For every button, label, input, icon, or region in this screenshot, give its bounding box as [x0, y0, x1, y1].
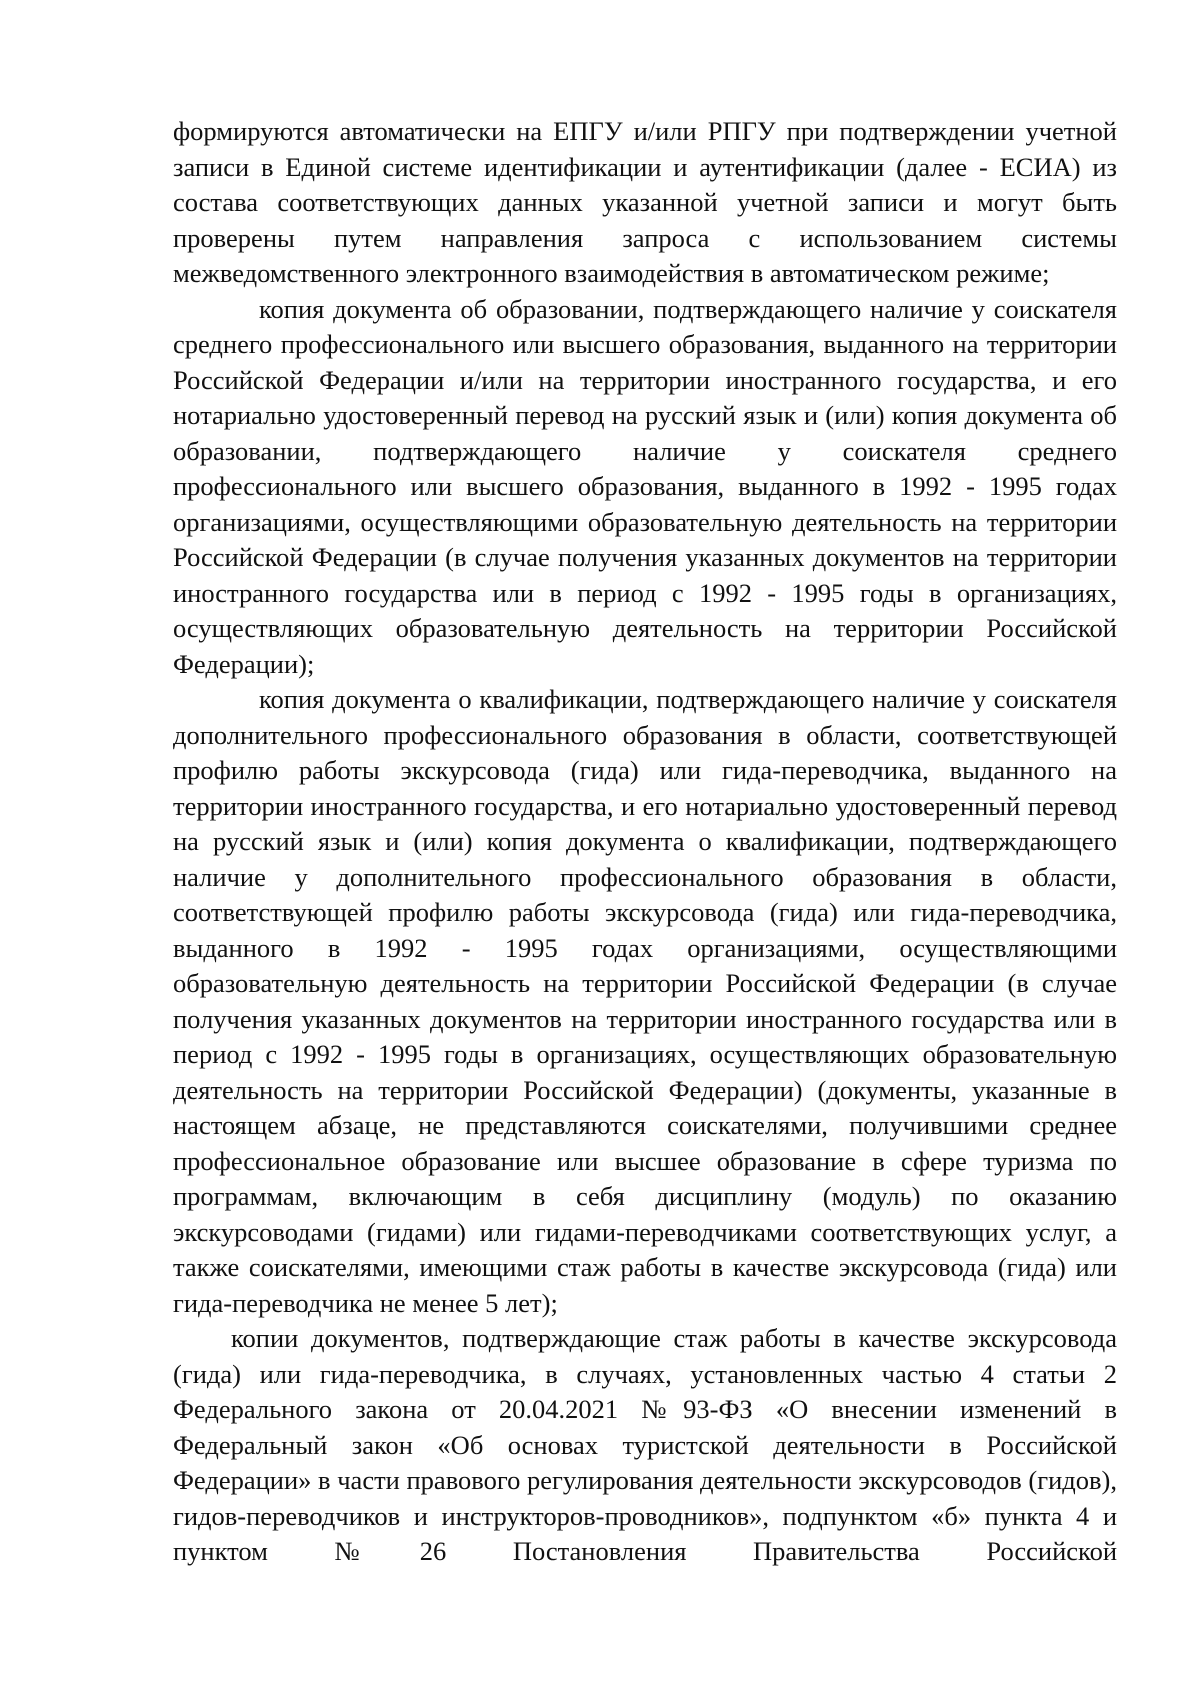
paragraph-work-experience-documents: копии документов, подтверждающие стаж работы в качестве экскурсовода (гида) или гида-переводчика, в случаях, установленных частью 4 статьи 2 Федерального закона от 20.04.2021 №93-ФЗ «О внесении изменений в Федеральный закон «Об основах туристской деятельности в Российской Федерации» в части правового регулирования деятельности экскурсоводов (гидов), гидов-переводчиков и инструкторов-проводников», подпунктом «б» пункта 4 и пунктом №26 Постановления Правительства Российской: [173, 1323, 1117, 1566]
paragraph-qualification-document: копия документа о квалификации, подтверждающего наличие у соискателя дополнительного профессионального образования в области, соответствующей профилю работы экскурсовода (гида) или гида-переводчика, выданного на территории иностранного государства, и его нотариально удостоверенный перевод на русский язык и (или) копия документа о квалификации, подтверждающего наличие у дополнительного профессионального образования в области, соответствующей профилю работы экскурсовода (гида) или гида-переводчика, выданного в 1992 - 1995 годах организациями, осуществляющими образовательную деятельность на территории Российской Федерации (в случае получения указанных документов на территории иностранного государства или в период с 1992 - 1995 годы в организациях, осуществляющих образовательную деятельность на территории Российской Федерации) (документы, указанные в настоящем абзаце, не представляются соискателями, получившими среднее профессиональное образование или высшее образование в сфере туризма по программам, включающим в себя дисциплину (модуль) по оказанию экскурсоводами (гидами) или гидами-переводчиками соответствующих услуг, а также соискателями, имеющими стаж работы в качестве экскурсовода (гида) или гида-переводчика не менее 5 лет);: [173, 684, 1117, 1318]
paragraph-education-document: копия документа об образовании, подтверждающего наличие у соискателя среднего профессионального или высшего образования, выданного на территории Российской Федерации и/или на территории иностранного государства, и его нотариально удостоверенный перевод на русский язык и (или) копия документа об образовании, подтверждающего наличие у соискателя среднего профессионального или высшего образования, выданного в 1992 - 1995 годах организациями, осуществляющими образовательную деятельность на территории Российской Федерации (в случае получения указанных документов на территории иностранного государства или в период с 1992 - 1995 годы в организациях, осуществляющих образовательную деятельность на территории Российской Федерации);: [173, 293, 1117, 679]
document-body: [173, 114, 1117, 1570]
paragraph-esia-data: формируются автоматически на ЕПГУ и/или РПГУ при подтверждении учетной записи в Единой системе идентификации и аутентификации (далее - ЕСИА) из состава соответствующих данных указанной учетной записи и могут быть проверены путем направления запроса с использованием системы межведомственного электронного взаимодействия в автоматическом режиме;: [173, 116, 1117, 288]
